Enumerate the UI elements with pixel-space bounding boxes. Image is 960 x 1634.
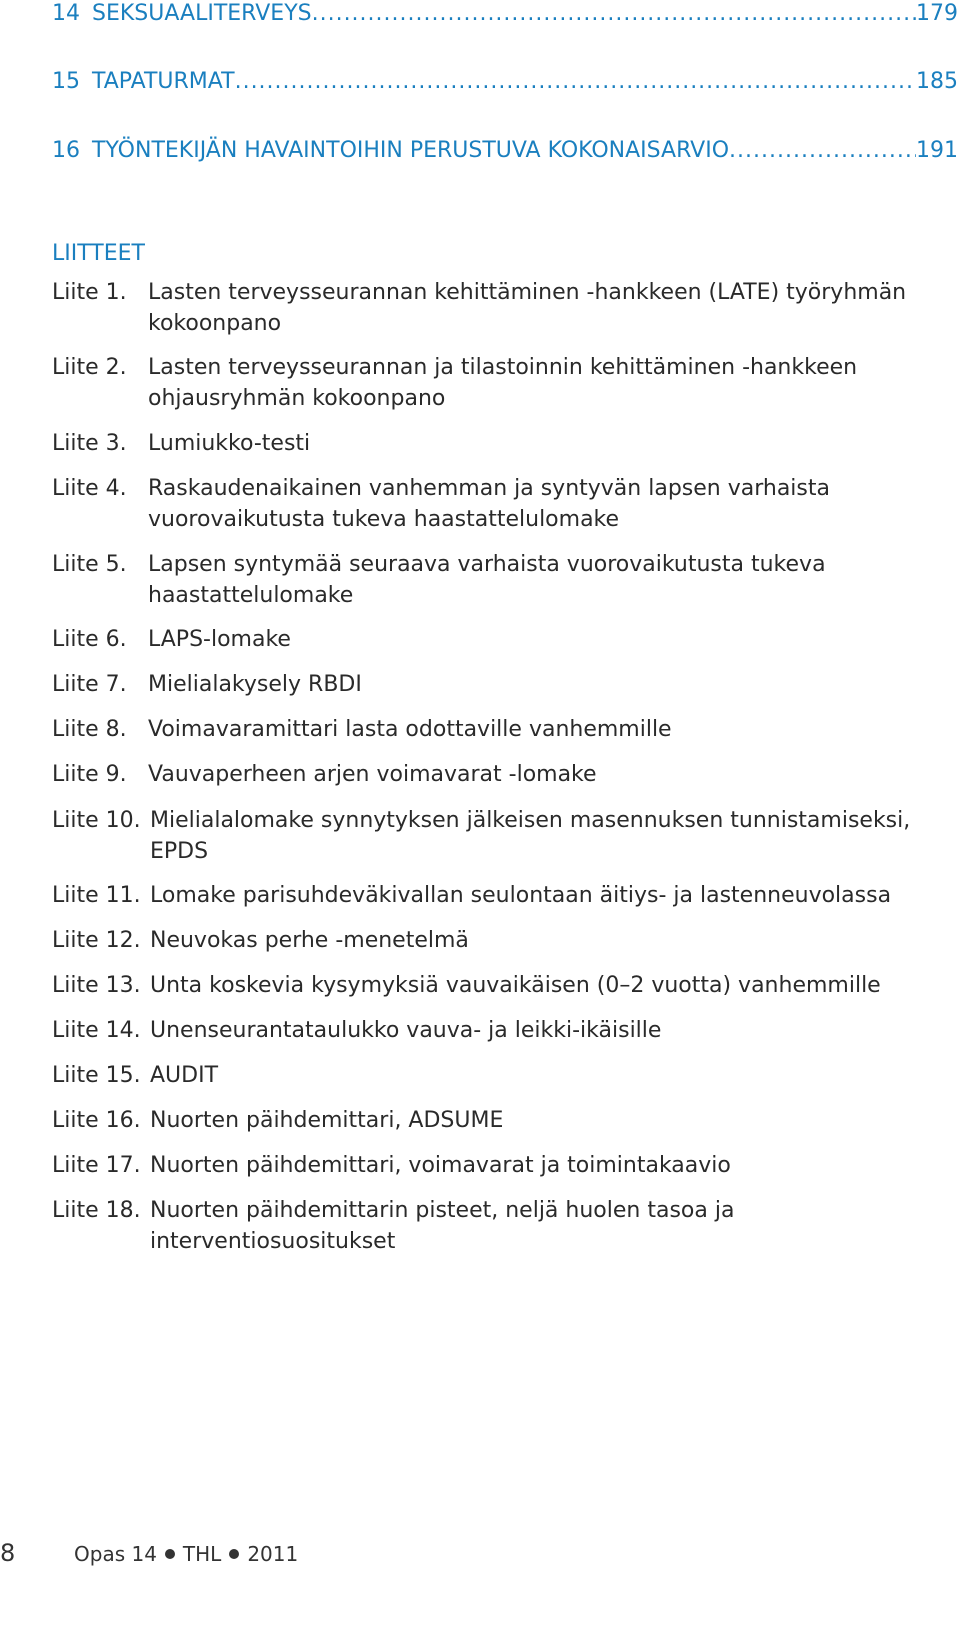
appendix-title: Raskaudenaikainen vanhemman ja syntyvän lapsen varhaista vuorovaikutusta tukeva haastattelulomake — [148, 476, 830, 532]
toc-leader-dots — [312, 0, 916, 28]
appendix-title: Nuorten päihdemittari, voimavarat ja toimintakaavio — [150, 1153, 731, 1178]
appendix-title: Nuorten päihdemittari, ADSUME — [150, 1108, 504, 1133]
appendix-label: Liite 16. — [52, 1108, 141, 1133]
toc-entry[interactable] — [52, 137, 958, 165]
toc-entry-number: 15 — [52, 69, 80, 94]
appendix-label: Liite 4. — [52, 476, 127, 501]
toc-leader-dots — [235, 68, 916, 96]
page-footer — [0, 1538, 960, 1568]
appendix-title: Lomake parisuhdeväkivallan seulontaan äitiys- ja lastenneuvolassa — [150, 883, 892, 908]
appendices-heading: LIITTEET — [52, 241, 145, 266]
appendix-label: Liite 11. — [52, 883, 141, 908]
appendix-label: Liite 2. — [52, 355, 127, 380]
page-number: 8 — [0, 1539, 16, 1567]
appendix-label: Liite 7. — [52, 672, 127, 697]
footer-year: 2011 — [247, 1542, 299, 1566]
appendix-label: Liite 3. — [52, 431, 127, 456]
toc-entry[interactable] — [52, 0, 958, 28]
appendix-title: Nuorten päihdemittarin pisteet, neljä huolen tasoa ja interventiosuositukset — [150, 1198, 735, 1254]
appendix-title: Lasten terveysseurannan ja tilastoinnin kehittäminen -hankkeen ohjausryhmän kokoonpano — [148, 355, 858, 411]
appendix-label: Liite 15. — [52, 1063, 141, 1088]
toc-entry[interactable] — [52, 68, 958, 96]
appendix-label: Liite 10. — [52, 808, 141, 833]
footer-publisher: THL — [182, 1542, 222, 1566]
appendix-title: LAPS-lomake — [148, 627, 291, 652]
toc-leader-dots — [729, 137, 916, 165]
appendix-label: Liite 6. — [52, 627, 127, 652]
appendix-title: Neuvokas perhe -menetelmä — [150, 928, 469, 953]
appendix-label: Liite 1. — [52, 280, 127, 305]
appendix-label: Liite 5. — [52, 552, 127, 577]
appendix-label: Liite 9. — [52, 762, 127, 787]
toc-entry-page: 179 — [916, 1, 958, 26]
footer-publication-info — [74, 1540, 298, 1568]
toc-entry-title: TYÖNTEKIJÄN HAVAINTOIHIN PERUSTUVA KOKONAISARVIO — [92, 138, 730, 163]
appendix-title: Vauvaperheen arjen voimavarat -lomake — [148, 762, 597, 787]
appendix-title: Unta koskevia kysymyksiä vauvaikäisen (0–2 vuotta) vanhemmille — [150, 973, 881, 998]
appendix-label: Liite 12. — [52, 928, 141, 953]
appendix-title: AUDIT — [150, 1063, 219, 1088]
appendix-title: Unenseurantataulukko vauva- ja leikki-ikäisille — [150, 1018, 662, 1043]
toc-entry-page: 191 — [916, 138, 958, 163]
toc-entry-number: 16 — [52, 138, 80, 163]
bullet-separator-icon — [229, 1549, 239, 1559]
appendix-title: Lumiukko-testi — [148, 431, 311, 456]
appendix-title: Lapsen syntymää seuraava varhaista vuorovaikutusta tukeva haastattelulomake — [148, 552, 826, 608]
appendix-title: Mielialakysely RBDI — [148, 672, 362, 697]
appendix-label: Liite 14. — [52, 1018, 141, 1043]
appendix-title: Voimavaramittari lasta odottaville vanhemmille — [148, 717, 672, 742]
bullet-separator-icon — [165, 1549, 175, 1559]
appendix-label: Liite 17. — [52, 1153, 141, 1178]
toc-entry-title: TAPATURMAT — [92, 69, 235, 94]
toc-entry-title: SEKSUAALITERVEYS — [92, 1, 312, 26]
toc-entry-number: 14 — [52, 1, 80, 26]
appendix-label: Liite 8. — [52, 717, 127, 742]
appendix-label: Liite 18. — [52, 1198, 141, 1223]
appendix-title: Mielialalomake synnytyksen jälkeisen masennuksen tunnistamiseksi, EPDS — [150, 808, 911, 864]
footer-series: Opas 14 — [74, 1542, 157, 1566]
appendix-title: Lasten terveysseurannan kehittäminen -hankkeen (LATE) työryhmän kokoonpano — [148, 280, 907, 336]
toc-entry-page: 185 — [916, 69, 958, 94]
appendix-label: Liite 13. — [52, 973, 141, 998]
